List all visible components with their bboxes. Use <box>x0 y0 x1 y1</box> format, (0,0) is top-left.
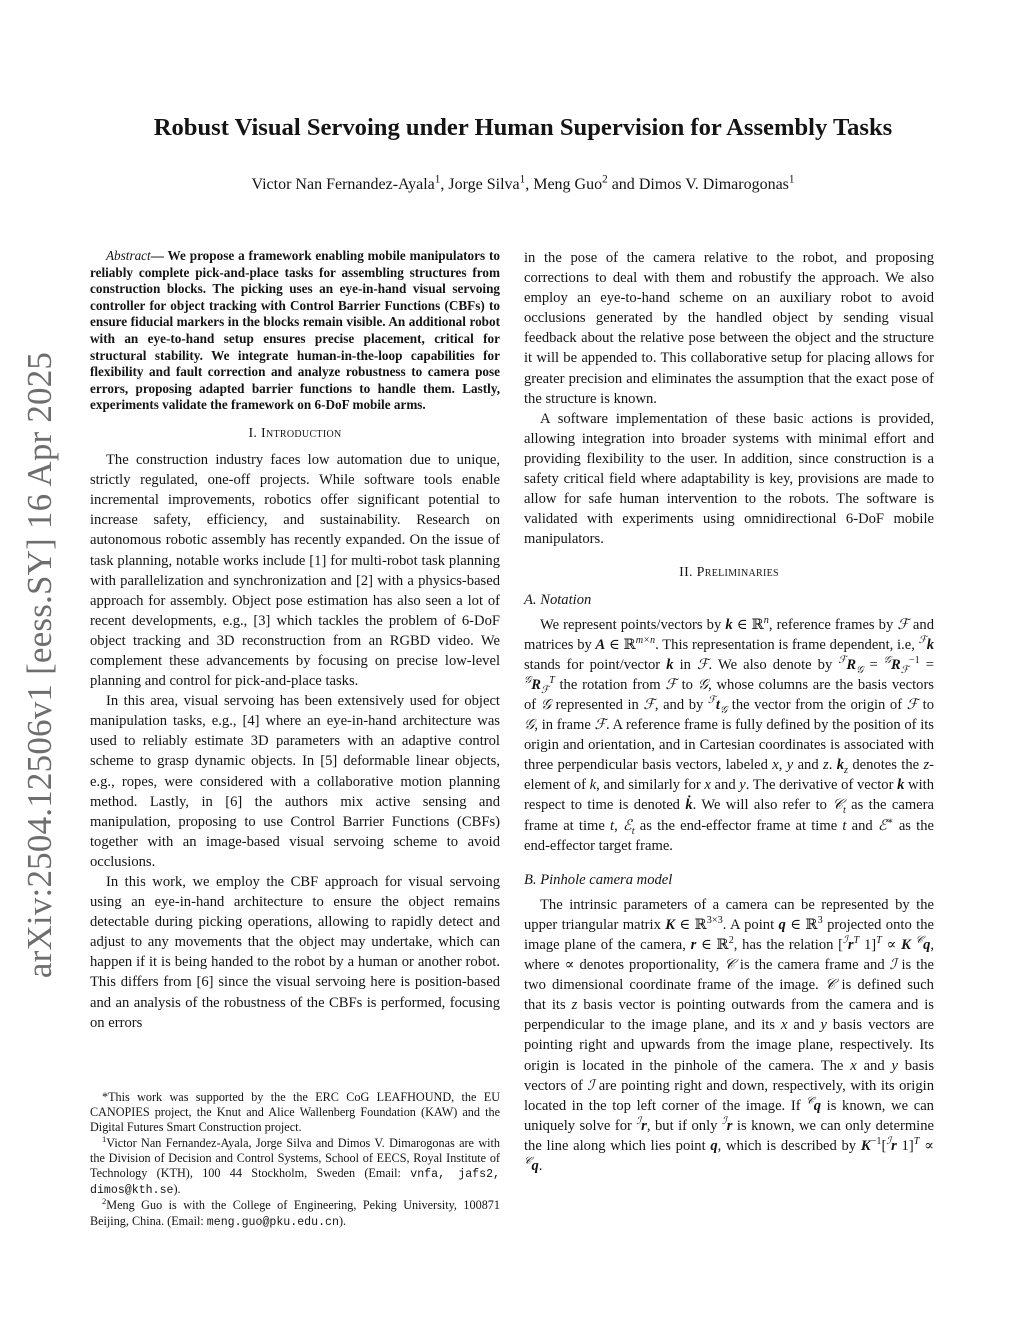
footnote-end: ). <box>173 1182 181 1197</box>
intro-paragraph-2: In this area, visual servoing has been extensively used for object manipulation tasks, e.g., [4] where an eye-in-hand architecture was used to reliably estimate 3D parameters with an adaptive control scheme to grasp dynamic objects. In [5] deformable linear objects, e.g., ropes, were considered with a collaborative motion planning method. Lastly, in [6] the authors mix active sensing and manipulation, proposing to use Control Barrier Functions (CBFs) together with an image-based visual servoing scheme to avoid occlusions. <box>90 693 500 870</box>
author-separator: and <box>607 176 639 193</box>
subsection-heading-notation: A. Notation <box>524 591 592 608</box>
left-column <box>90 248 500 1033</box>
section-number: I. <box>248 425 262 441</box>
footnote-mark: 1 <box>102 1133 107 1144</box>
affiliation-footnote-2 <box>90 1198 500 1229</box>
author-separator: , <box>525 176 534 193</box>
footnote-end: ). <box>338 1213 347 1228</box>
footnote-mark: 2 <box>102 1196 107 1207</box>
affiliation-mark: 2 <box>602 173 608 186</box>
section-title: Preliminaries <box>696 565 779 581</box>
pinhole-paragraph: The intrinsic parameters of a camera can be represented by the upper triangular matrix K ∈ ℝ$^{3\times 3}$. A point q ∈ ℝ$^3$ projected onto the image plane of the camera, r ∈ ℝ$^2$, has the relation [$^ℐr^T$ 1]$^T$ ∝ K $^𝒞$q, where ∝ denotes proportionality, 𝒞 is the camera frame and ℐ is the two dimensional coordinate frame of the image. 𝒞 is defined such that its z basis vector is pointing outwards from the camera and is perpendicular to the image plane, and its x and y basis vectors are pointing right and upwards from the image plane, respectively. Its origin is located in the pinhole of the camera. The x and y basis vectors of ℐ are pointing right and down, respectively, with its origin located in the top left corner of the image. If $^𝒞$q is known, we can uniquely solve for $^ℐ$r, but if only $^ℐ$r is known, we can only determine the line along which lies point q, which is described by $K^{-1}[^ℐr$ 1]$^T$ ∝ $^𝒞$q. <box>524 896 935 1175</box>
affiliation-footnote-1 <box>90 1133 500 1199</box>
intro-paragraph-4: A software implementation of these basic actions is provided, allowing integration into broader systems with minimal effort and providing flexibility to the user. In addition, since construction is a safety critical field where adaptability is key, provisions are made to allow for safe human intervention to the robots. The software is validated with experiments using omnidirectional 6-DoF mobile manipulators. <box>524 410 934 548</box>
author-name: Dimos V. Dimarogonas <box>638 176 789 193</box>
funding-footnote: *This work was supported by the the ERC CoG LEAFHOUND, the EU CANOPIES project, the Knut and Alice Wallenberg Foundation (KAW) and the Digital Futures Smart Construction project. <box>90 1090 500 1135</box>
footnote-text: Victor Nan Fernandez-Ayala, Jorge Silva and Dimos V. Dimarogonas are with the Division of Decision and Control Systems, School of EECS, Royal Institute of Technology (KTH), 100 44 Stockholm, Sweden (Email: <box>90 1135 500 1181</box>
author-list <box>70 173 976 194</box>
subsection-heading-pinhole: B. Pinhole camera model <box>524 871 673 888</box>
footnote-text: Meng Guo is with the College of Engineering, Peking University, 100871 Beijing, China. (Email: <box>90 1198 500 1228</box>
abstract-label: Abstract <box>106 248 151 263</box>
intro-paragraph-1: The construction industry faces low automation due to unique, strictly regulated, one-off projects. While software tools enable incremental improvements, robotics offer significant potential to increase safety, efficiency, and sustainability. Research on autonomous robotic assembly has recently expanded. On the issue of task planning, notable works include [1] for multi-robot task planning with parallelization and synchronization and [2] with a physics-based approach for assembly. Object pose estimation has also seen a lot of recent developments, e.g., [3] which tackles the problem of 6-DoF object tracking and 3D reconstruction from an RGBD video. We complement these advancements by focusing on precise low-level planning and control for pick-and-place tasks. <box>90 452 500 690</box>
arxiv-watermark <box>10 345 70 985</box>
intro-paragraph-3: In this work, we employ the CBF approach for visual servoing using an eye-in-hand architecture to ensure the object remains detectable during picking operations, allowing to rapidly detect and adjust to any movements that the object may undertake, which can happen if it is being handed to the robot by a human or another robot. This differs from [6] since the visual servoing here is position-based and an analysis of the robustness of the CBFs is performed, focusing on errors <box>90 874 500 1031</box>
section-heading-preliminaries <box>524 563 934 583</box>
abstract <box>90 248 500 414</box>
arxiv-id: arXiv:2504.12506v1 [eess.SY] 16 Apr 2025 <box>20 351 59 979</box>
affiliation-mark: 1 <box>519 173 526 186</box>
author-name: Victor Nan Fernandez-Ayala <box>251 176 435 193</box>
affiliation-mark: 1 <box>788 173 795 186</box>
intro-paragraph-3-continued: in the pose of the camera relative to the robot, and proposing corrections to deal with them and robustify the approach. We also employ an eye-to-hand scheme on an auxiliary robot to avoid occlusions generated by the handled object by sending visual feedback about the relative pose between the object and the structure it will be appended to. This collaborative setup for placing allows for greater precision and eliminates the assumption that the exact pose of the structure is known. <box>524 250 934 407</box>
notation-paragraph: We represent points/vectors by k ∈ ℝ$^n$, reference frames by ℱ and matrices by A ∈ ℝ$^{m\times n}$. This representation is frame dependent, i.e, $^ℱ$k stands for point/vector k in ℱ. We also denote by $^ℱR_𝒢 = ^𝒢R_ℱ^{-1} = ^𝒢R_ℱ^T$ the rotation from ℱ to 𝒢, whose columns are the basis vectors of 𝒢 represented in ℱ, and by $^ℱt_𝒢$ the vector from the origin of ℱ to 𝒢, in frame ℱ. A reference frame is fully defined by the position of its origin and orientation, and in Cartesian coordinates is associated with three perpendicular basis vectors, labeled x, y and z. $k_z$ denotes the z-element of k, and similarly for x and y. The derivative of vector k with respect to time is denoted k̇. We will also refer to 𝒞$_t$ as the camera frame at time t, ℰ$_t$ as the end-effector frame at time t and ℰ∗ as the end-effector target frame. <box>524 614 935 854</box>
email-address: vnfa, jafs2, dimos@kth.se <box>90 1168 500 1198</box>
section-heading-introduction <box>90 424 500 444</box>
abstract-text: — We propose a framework enabling mobile manipulators to reliably complete pick-and-place tasks for assembling structures from construction blocks. The picking uses an eye-in-hand visual servoing controller for object tracking with Control Barrier Functions (CBFs) to ensure fiducial markers in the blocks remain visible. An additional robot with an eye-to-hand setup ensures precise placement, critical for structural stability. We integrate human-in-the-loop capabilities for flexibility and fault correction and analyze robustness to camera pose errors, proposing adapted barrier functions to handle them. Lastly, experiments validate the framework on 6-DoF mobile arms. <box>90 248 500 413</box>
author-name: Meng Guo <box>533 176 603 193</box>
author-name: Jorge Silva <box>448 176 520 193</box>
author-separator: , <box>440 176 449 193</box>
paper-title: Robust Visual Servoing under Human Supervision for Assembly Tasks <box>153 114 893 141</box>
footnotes <box>90 1090 500 1230</box>
affiliation-mark: 1 <box>434 173 441 186</box>
section-number: II. <box>679 565 697 581</box>
section-title: Introduction <box>261 425 342 441</box>
email-address: meng.guo@pku.edu.cn <box>206 1215 339 1229</box>
right-column <box>524 248 934 1176</box>
